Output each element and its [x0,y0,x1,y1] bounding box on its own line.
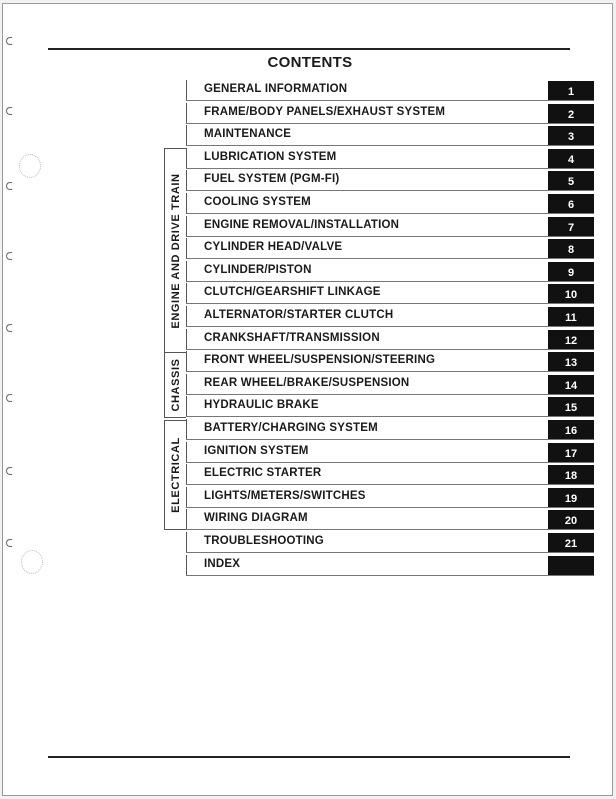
entry-left-border [186,329,187,350]
entry-left-border [186,103,187,124]
toc-entry-label: INDEX [204,557,241,570]
section-tab[interactable]: 6 [548,194,594,214]
binder-hole [6,394,12,402]
entry-left-border [186,487,187,508]
toc-entry[interactable] [186,125,594,147]
entry-underline [186,236,594,237]
toc-entry[interactable] [186,509,594,531]
binder-hole [6,324,12,332]
toc-entry[interactable] [186,487,594,509]
group-engine-drive-train [164,148,186,354]
section-tab[interactable]: 3 [548,126,594,146]
toc-entry-label: MAINTENANCE [204,128,292,141]
entry-left-border [186,80,187,101]
section-tab[interactable]: 15 [548,397,594,417]
toc-entry-label: ALTERNATOR/STARTER CLUTCH [204,309,394,321]
entry-left-border [186,283,187,304]
toc-entry[interactable] [186,396,594,418]
toc-entry[interactable] [186,532,594,554]
toc-entry-label: COOLING SYSTEM [204,196,311,208]
entry-left-border [186,261,187,282]
toc-entry[interactable] [186,351,594,373]
toc-entry[interactable] [186,170,594,192]
entry-underline [186,529,594,530]
entry-left-border [186,396,187,417]
entry-underline [186,190,594,191]
toc-entry[interactable] [186,464,594,486]
toc-entry-label: REAR WHEEL/BRAKE/SUSPENSION [204,376,410,389]
binder-hole [6,467,12,475]
binder-hole [6,252,12,260]
entry-left-border [186,193,187,214]
toc-entry[interactable] [186,261,594,283]
toc-entry-label: ELECTRIC STARTER [204,467,322,480]
section-tab[interactable]: 13 [548,352,594,372]
binder-hole [6,539,12,547]
toc-entry[interactable] [186,103,594,125]
toc-entry[interactable] [186,329,594,351]
entry-underline [186,281,594,282]
section-tab[interactable]: 5 [548,171,594,191]
group-chassis [164,352,186,418]
section-tab[interactable]: 17 [548,443,594,463]
scan-smudge [19,154,41,178]
entry-left-border [186,464,187,485]
toc-entry-label: WIRING DIAGRAM [204,512,308,525]
toc-entry[interactable] [186,148,594,170]
entry-underline [186,168,594,169]
toc-entry-label: LUBRICATION SYSTEM [204,150,337,163]
binder-hole [6,37,12,45]
entry-left-border [186,532,187,553]
toc-entry-label: ENGINE REMOVAL/INSTALLATION [204,218,400,231]
entry-underline [186,123,594,124]
section-tab[interactable]: 7 [548,217,594,237]
entry-underline [186,439,594,440]
toc-entry-label: HYDRAULIC BRAKE [204,399,319,412]
toc-entry[interactable] [186,374,594,396]
entry-left-border [186,216,187,237]
entry-underline [186,484,594,485]
section-tab[interactable] [548,556,594,576]
entry-left-border [186,442,187,463]
entry-underline [186,145,594,146]
group-electrical [164,420,186,530]
toc-entry[interactable] [186,80,594,102]
section-tab[interactable]: 12 [548,330,594,350]
entry-left-border [186,170,187,191]
toc-entry-label: CYLINDER HEAD/VALVE [204,241,343,254]
entry-underline [186,416,594,417]
binder-hole [6,107,12,115]
entry-left-border [186,306,187,327]
entry-left-border [186,148,187,169]
entry-underline [186,258,594,259]
toc-entry[interactable] [186,306,594,328]
entry-left-border [186,419,187,440]
entry-underline [186,326,594,327]
toc-entry[interactable] [186,419,594,441]
group-label: ENGINE AND DRIVE TRAIN [169,173,182,329]
toc-entry[interactable] [186,555,594,577]
section-tab[interactable]: 9 [548,262,594,282]
section-tab[interactable]: 16 [548,420,594,440]
page-title: CONTENTS [267,54,353,71]
entry-left-border [186,125,187,146]
group-label: CHASSIS [169,358,182,412]
section-tab[interactable]: 14 [548,375,594,395]
section-tab[interactable]: 4 [548,149,594,169]
top-rule [48,48,570,50]
section-tab[interactable]: 10 [548,284,594,304]
entry-underline [186,462,594,463]
section-tab[interactable]: 20 [548,510,594,530]
entry-underline [186,100,594,101]
toc-entry-label: CRANKSHAFT/TRANSMISSION [204,331,380,344]
section-tab[interactable]: 19 [548,488,594,508]
toc-entry-label: BATTERY/CHARGING SYSTEM [204,422,378,434]
entry-underline [186,371,594,372]
entry-underline [186,552,594,553]
toc-entry-label: CLUTCH/GEARSHIFT LINKAGE [204,286,381,299]
entry-underline [186,394,594,395]
toc-entry-label: GENERAL INFORMATION [204,83,348,95]
binder-hole [6,182,12,190]
toc-entry-label: FRAME/BODY PANELS/EXHAUST SYSTEM [204,105,446,118]
section-tab[interactable]: 2 [548,104,594,124]
toc-entry[interactable] [186,238,594,260]
entry-left-border [186,555,187,576]
toc-entry[interactable] [186,442,594,464]
toc-entry-label: CYLINDER/PISTON [204,263,312,276]
toc-entry-label: FRONT WHEEL/SUSPENSION/STEERING [204,354,436,367]
section-tab[interactable]: 21 [548,533,594,553]
toc-entry[interactable] [186,216,594,238]
section-tab[interactable]: 11 [548,307,594,327]
entry-left-border [186,374,187,395]
toc-entry-label: LIGHTS/METERS/SWITCHES [204,489,366,502]
group-label: ELECTRICAL [169,437,182,513]
entry-left-border [186,509,187,530]
section-tab[interactable]: 8 [548,239,594,259]
section-tab[interactable]: 18 [548,465,594,485]
bottom-rule [48,756,570,758]
entry-left-border [186,351,187,372]
entry-underline [186,507,594,508]
toc-entry-label: IGNITION SYSTEM [204,444,309,457]
section-tab[interactable]: 1 [548,81,594,101]
entry-underline [186,575,594,576]
toc-entry[interactable] [186,283,594,305]
entry-underline [186,349,594,350]
entry-left-border [186,238,187,259]
scan-smudge [21,550,43,574]
toc-entry-label: TROUBLESHOOTING [204,535,324,547]
entry-underline [186,303,594,304]
toc-entry-label: FUEL SYSTEM (PGM-FI) [204,173,340,186]
entry-underline [186,213,594,214]
toc-entry[interactable] [186,193,594,215]
